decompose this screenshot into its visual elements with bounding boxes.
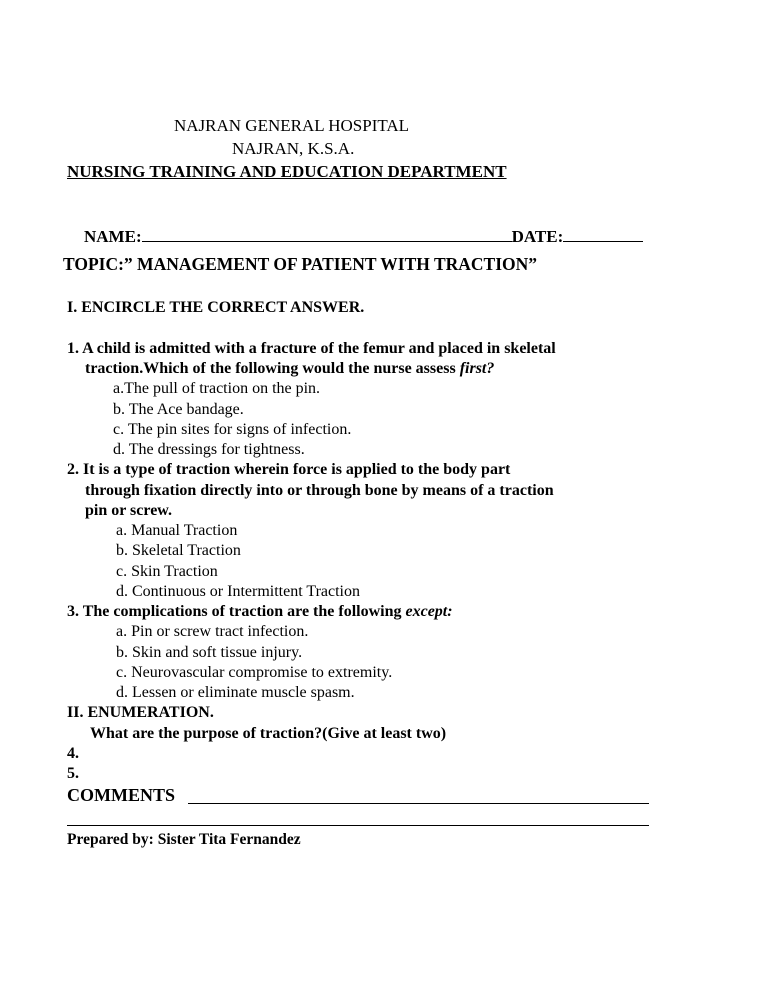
q1-option-a[interactable]: a.The pull of traction on the pin.: [113, 380, 321, 397]
q2-option-a[interactable]: a. Manual Traction: [116, 522, 238, 539]
question-1-text: traction.Which of the following would the nurse assess: [85, 360, 460, 377]
q3-option-d[interactable]: d. Lessen or eliminate muscle spasm.: [116, 684, 355, 701]
section2-title: II. ENUMERATION.: [67, 704, 214, 721]
q3-option-a[interactable]: a. Pin or screw tract infection.: [116, 623, 309, 640]
comments-line-1[interactable]: [188, 803, 649, 804]
comments-label: COMMENTS: [67, 785, 175, 805]
question-1-line-2: [85, 361, 494, 377]
q3-option-c[interactable]: c. Neurovascular compromise to extremity.: [116, 664, 393, 681]
question-3-text: 3. The complications of traction are the following: [67, 603, 406, 620]
enumeration-item-4[interactable]: 4.: [67, 745, 79, 762]
hospital-name: NAJRAN GENERAL HOSPITAL: [174, 116, 410, 135]
section1-title: I. ENCIRCLE THE CORRECT ANSWER.: [67, 299, 365, 316]
q1-option-d[interactable]: d. The dressings for tightness.: [113, 441, 305, 458]
name-field[interactable]: [142, 227, 512, 242]
q3-option-b[interactable]: b. Skin and soft tissue injury.: [116, 644, 303, 661]
department-title: NURSING TRAINING AND EDUCATION DEPARTMENT: [67, 162, 507, 181]
question-2-line-3: pin or screw.: [85, 502, 172, 519]
question-1-line-1: 1. A child is admitted with a fracture of the femur and placed in skeletal: [67, 340, 556, 357]
prepared-by: Prepared by: Sister Tita Fernandez: [67, 831, 301, 848]
q1-option-b[interactable]: b. The Ace bandage.: [113, 401, 244, 418]
enumeration-item-5[interactable]: 5.: [67, 765, 79, 782]
date-field[interactable]: [563, 227, 643, 242]
q2-option-b[interactable]: b. Skeletal Traction: [116, 542, 241, 559]
question-2-line-1: 2. It is a type of traction wherein force is applied to the body part: [67, 461, 511, 478]
date-label: DATE:: [511, 227, 564, 246]
name-label: NAME:: [84, 227, 142, 246]
comments-line-2[interactable]: [67, 825, 649, 826]
topic-title: TOPIC:” MANAGEMENT OF PATIENT WITH TRACTION”: [63, 254, 538, 274]
q2-option-d[interactable]: d. Continuous or Intermittent Traction: [116, 583, 360, 600]
question-1-emphasis: first?: [459, 360, 495, 377]
question-3-line: [67, 604, 453, 620]
q2-option-c[interactable]: c. Skin Traction: [116, 563, 218, 580]
enumeration-question: What are the purpose of traction?(Give at least two): [90, 725, 447, 742]
hospital-location: NAJRAN, K.S.A.: [232, 139, 355, 158]
q1-option-c[interactable]: c. The pin sites for signs of infection.: [113, 421, 352, 438]
question-3-emphasis: except:: [405, 603, 453, 620]
question-2-line-2: through fixation directly into or through bone by means of a traction: [85, 482, 554, 499]
